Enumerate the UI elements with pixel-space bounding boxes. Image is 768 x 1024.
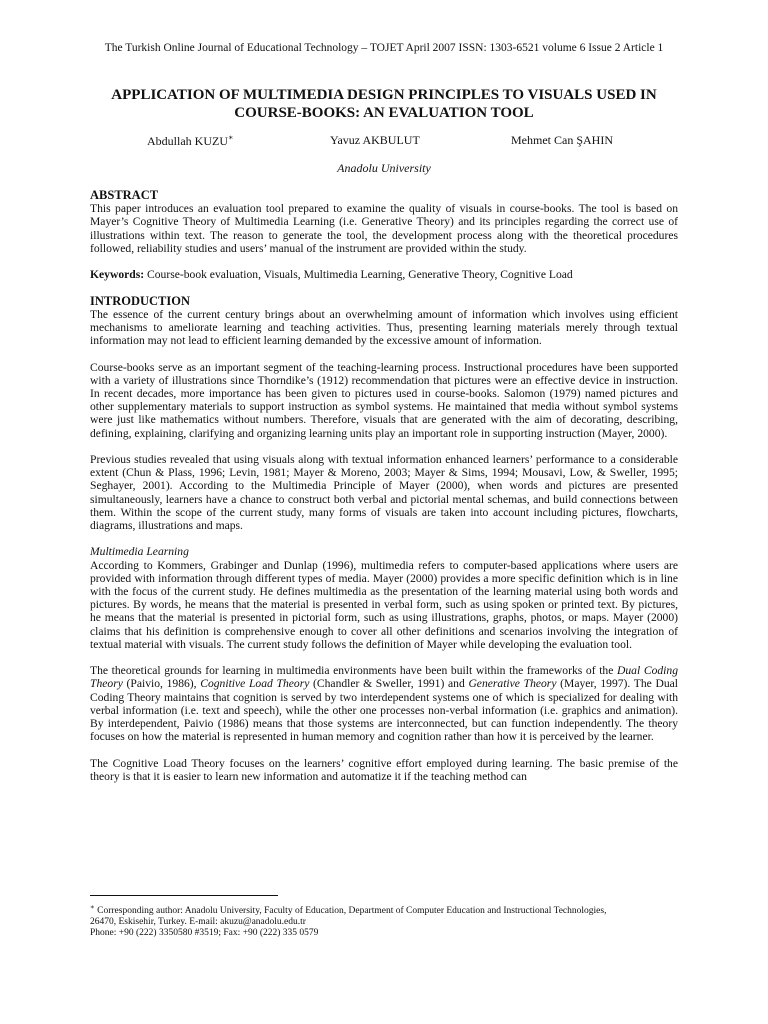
introduction-heading: INTRODUCTION — [90, 293, 191, 308]
text-run: (Paivio, 1986), — [122, 677, 201, 691]
footnote-mark: ∗ — [90, 903, 95, 911]
author-name: Mehmet Can ŞAHIN — [511, 133, 613, 147]
introduction-paragraph-3: Previous studies revealed that using visuals along with textual information enhanced learners’ performance to a considerable extent (Chun & Plass, 1996; Levin, 1981; Mayer & Moreno, 2003; Mayer & Sims, 1994; Mousavi, Low, & Sweller, 1995; Seghayer, 2001). According to the Multimedia Principle of Mayer (2000), when words and pictures are presented simultaneously, learners have a chance to construct both verbal and pictorial mental schemas, and build connections between them. Within the scope of the current study, many forms of visuals are taken into account including pictures, flowcharts, diagrams, illustrations and maps. — [90, 453, 678, 533]
introduction-paragraph-2: Course-books serve as an important segment of the teaching-learning process. Instructional procedures have been supported with a variety of illustrations since Thorndike’s (1912) recommendation that pictures were an effective device in instruction. In recent decades, more importance has been given to pictures used in course-books. Salomon (1979) named pictures and other supplementary materials to support instruction as symbol systems. He maintained that media without symbol systems were just like mathematics without numbers. Therefore, visuals that are generated with the aim of decorating, describing, defining, explaining, clarifying and organizing learning units play an important role in supporting instruction (Mayer, 2000). — [90, 360, 678, 440]
cognitive-load-theory-term: Cognitive Load Theory — [200, 677, 310, 691]
text-run: (Mayer, 1997). The Dual Coding Theory maintains that cognition is served by two interdependent systems one of which is specialized for dealing with verbal information (i.e. text and speech), while the other one processes non-verbal information (i.e. graphics and animation). By interdependent, Paivio (1986) means that those systems are interconnected, but can function independently. The theory focuses on how the material is represented in human memory and cognition rather than how it is perceived by the learner. — [90, 677, 679, 744]
multimedia-learning-heading: Multimedia Learning — [90, 545, 189, 559]
keywords-text: Course-book evaluation, Visuals, Multimedia Learning, Generative Theory, Cognitive Load — [147, 268, 573, 282]
author-1 — [147, 133, 233, 149]
author-list — [0, 133, 768, 149]
affiliation: Anadolu University — [337, 161, 431, 175]
footnote-text: Corresponding author: Anadolu University, Faculty of Education, Department of Computer Education and Instructional Technologies, — [94, 906, 607, 917]
author-name: Abdullah KUZU — [147, 134, 228, 148]
paper-title: APPLICATION OF MULTIMEDIA DESIGN PRINCIPLES TO VISUALS USED IN COURSE-BOOKS: AN EVALUATION TOOL — [111, 87, 657, 121]
author-3 — [511, 133, 613, 148]
author-footnote-mark: ∗ — [228, 133, 234, 142]
abstract-text: This paper introduces an evaluation tool prepared to examine the quality of visuals in course-books. The tool is based on Mayer’s Cognitive Theory of Multimedia Learning (i.e. Generative Theory) and its principles regarding the correct use of illustrations within text. The reason to generate the tool, the development process along with the theoretical procedures followed, reliability studies and users’ manual of the instrument are provided within the study. — [90, 202, 678, 255]
author-name: Yavuz AKBULUT — [330, 133, 420, 147]
footnote-line-2: 26470, Eskisehir, Turkey. E-mail: akuzu@anadolu.edu.tr — [90, 917, 306, 928]
keywords-label: Keywords: — [90, 268, 145, 282]
multimedia-paragraph-1: According to Kommers, Grabinger and Dunlap (1996), multimedia refers to computer-based applications where users are provided with information through different types of media. Mayer (2000) provides a more specific definition which is in line with the focus of the current study. He defines multimedia as the presentation of the learning material using both words and pictures. By words, he means that the material is presented in verbal form, such as using spoken or printed text. By pictures, he means that the material is presented in pictorial form, such as using illustrations, graphs, photos, or maps. Mayer (2000) claims that his definition is comprehensive enough to cover all other definitions and scenarios involving the integration of textual material with visuals. The current study follows the definition of Mayer while developing the evaluation tool. — [90, 558, 678, 651]
text-run: (Chandler & Sweller, 1991) and — [309, 677, 469, 691]
footnote-line-3: Phone: +90 (222) 3350580 #3519; Fax: +90 (222) 335 0579 — [90, 928, 319, 939]
paper-body — [90, 189, 678, 796]
footnote-line-1 — [90, 902, 690, 917]
footnote — [90, 902, 690, 939]
abstract-heading: ABSTRACT — [90, 188, 159, 202]
multimedia-paragraph-3: The Cognitive Load Theory focuses on the learners’ cognitive effort employed during learning. The basic premise of the theory is that it is easier to learn new information and automatize it if the teaching method can — [90, 756, 678, 783]
introduction-paragraph-1: The essence of the current century brings about an overwhelming amount of information which involves using efficient mechanisms to ameliorate learning and teaching activities. Thus, presenting learning materials merely through textual information may not lead to efficient learning demanded by the excessive amount of information. — [90, 307, 678, 348]
multimedia-paragraph-2 — [90, 664, 678, 743]
dual-coding-theory-term: Dual Coding Theory — [90, 664, 678, 691]
text-run: The theoretical grounds for learning in multimedia environments have been built within the frameworks of the — [90, 664, 618, 678]
author-2 — [330, 133, 420, 148]
keywords — [90, 268, 678, 281]
footnote-divider — [90, 895, 278, 896]
running-header: The Turkish Online Journal of Educational Technology – TOJET April 2007 ISSN: 1303-6521 volume 6 Issue 2 Article 1 — [104, 42, 664, 54]
generative-theory-term: Generative Theory — [468, 677, 557, 691]
